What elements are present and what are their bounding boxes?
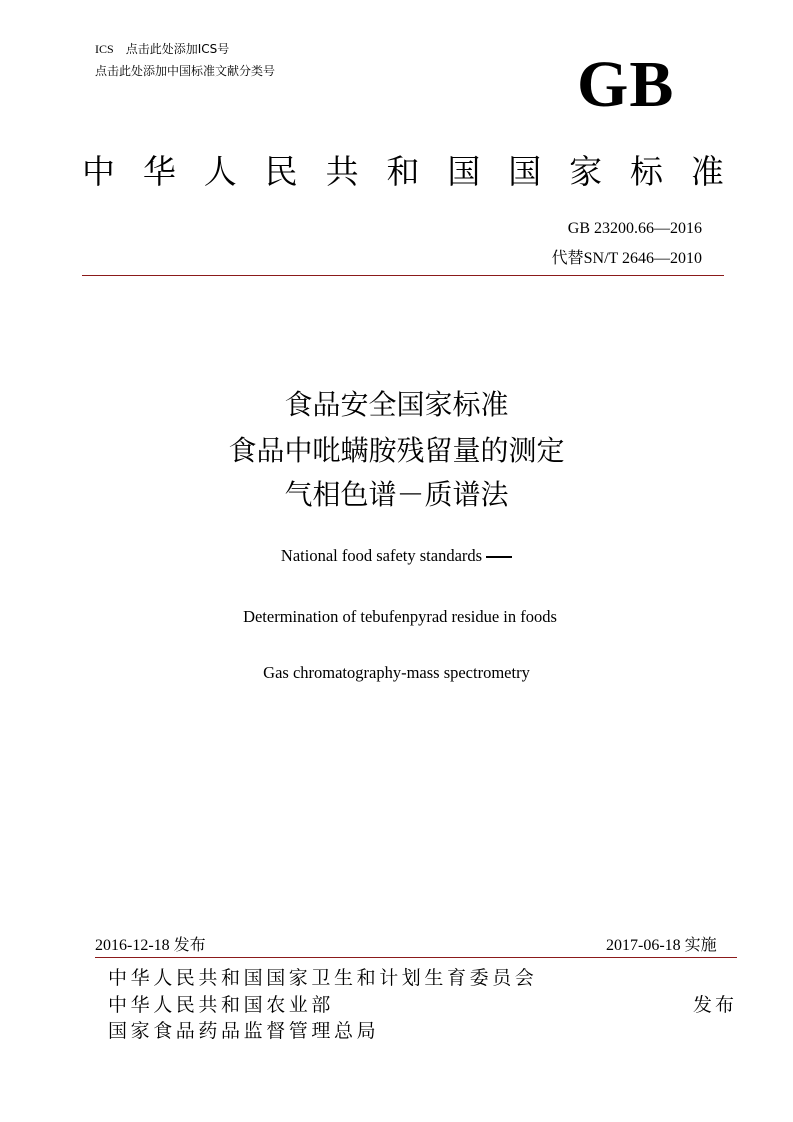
heading-char: 和 bbox=[386, 152, 420, 191]
issuer-1: 中华人民共和国国家卫生和计划生育委员会 bbox=[108, 967, 538, 989]
bottom-divider bbox=[95, 957, 737, 958]
title-en-line-2: Determination of tebufenpyrad residue in foods bbox=[243, 607, 557, 626]
ics-label: ICS bbox=[95, 42, 114, 56]
implementation-date: 2017-06-18 实施 bbox=[606, 937, 717, 954]
issuer-2: 中华人民共和国农业部 bbox=[108, 994, 335, 1016]
replaces-standard: 代替SN/T 2646—2010 bbox=[551, 250, 702, 267]
heading-char: 标 bbox=[630, 152, 664, 191]
ics-line bbox=[95, 40, 229, 57]
heading-char: 民 bbox=[264, 152, 298, 191]
title-en-line-3: Gas chromatography-mass spectrometry bbox=[263, 663, 530, 682]
gb-logo: GB bbox=[577, 48, 675, 121]
title-en-line-1: National food safety standards bbox=[280, 546, 483, 565]
ics-placeholder[interactable]: 点击此处添加ICS号 bbox=[125, 42, 230, 56]
publish-label: 发布 bbox=[693, 994, 738, 1016]
heading-char: 共 bbox=[325, 152, 359, 191]
top-divider bbox=[82, 275, 724, 276]
title-cn-line-2: 食品中吡螨胺残留量的测定 bbox=[228, 434, 565, 467]
heading-char: 中 bbox=[82, 152, 115, 191]
heading-char: 国 bbox=[508, 152, 542, 191]
ccs-placeholder[interactable]: 点击此处添加中国标准文献分类号 bbox=[95, 64, 276, 78]
heading-char: 华 bbox=[142, 152, 176, 191]
heading-char: 家 bbox=[569, 152, 603, 191]
em-dash bbox=[486, 556, 512, 558]
heading-char: 人 bbox=[203, 152, 237, 191]
title-en-line-1-wrap bbox=[0, 546, 793, 566]
national-standard-heading bbox=[82, 152, 724, 191]
issuer-3: 国家食品药品监督管理总局 bbox=[108, 1020, 380, 1042]
heading-char: 国 bbox=[447, 152, 481, 191]
issue-date: 2016-12-18 发布 bbox=[95, 937, 206, 954]
title-cn-line-3: 气相色谱－质谱法 bbox=[284, 478, 509, 511]
title-cn-line-1: 食品安全国家标准 bbox=[284, 388, 509, 421]
standard-number: GB 23200.66—2016 bbox=[567, 220, 702, 237]
heading-char: 准 bbox=[690, 152, 724, 191]
